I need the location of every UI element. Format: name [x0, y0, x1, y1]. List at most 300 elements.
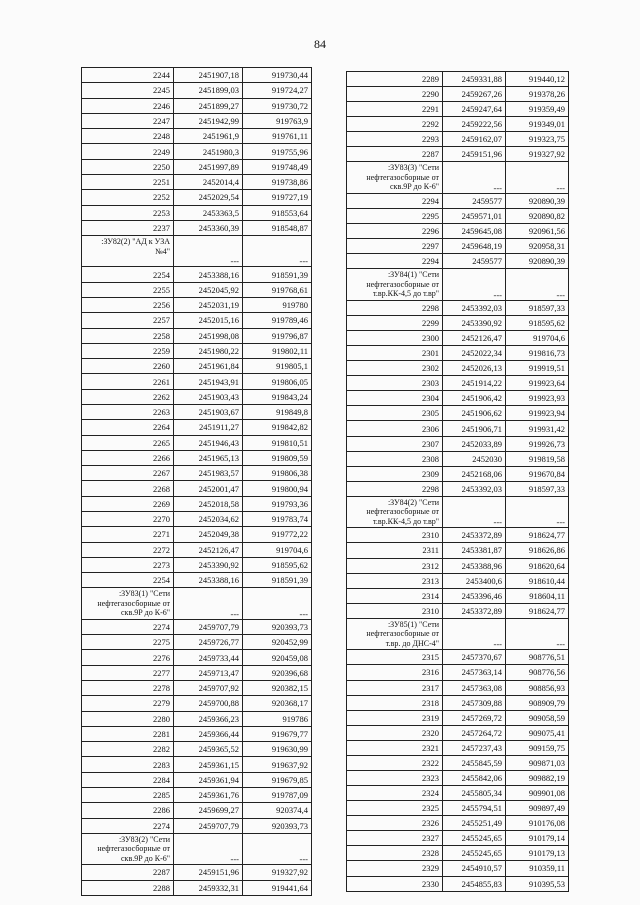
table-row — [82, 726, 312, 741]
x-coordinate-cell: 2451942,99 — [174, 113, 243, 128]
table-row — [82, 68, 312, 83]
table-row — [82, 681, 312, 696]
table-row — [82, 557, 312, 572]
x-coordinate-cell: 2451965,13 — [174, 450, 243, 465]
y-coordinate-cell: --- — [506, 496, 569, 528]
table-row — [347, 481, 569, 496]
y-coordinate-cell: 919796,87 — [243, 328, 312, 343]
point-number-cell: 2307 — [347, 436, 443, 451]
table-row — [82, 665, 312, 680]
point-number-cell: 2289 — [347, 72, 443, 87]
x-coordinate-cell: 2451906,62 — [443, 406, 506, 421]
x-coordinate-cell: 2452015,16 — [174, 313, 243, 328]
x-coordinate-cell: 2459222,56 — [443, 117, 506, 132]
x-coordinate-cell: --- — [443, 162, 506, 194]
section-header-row — [347, 162, 569, 194]
table-row — [82, 450, 312, 465]
x-coordinate-cell: 2455845,59 — [443, 755, 506, 770]
x-coordinate-cell: 2459331,88 — [443, 72, 506, 87]
land-plot-label: :ЗУ85(1) "Сети нефтегазосборные от т.вр. до ДНС-4" — [347, 618, 443, 650]
point-number-cell: 2256 — [82, 298, 174, 313]
y-coordinate-cell: 920890,39 — [506, 254, 569, 269]
y-coordinate-cell: --- — [243, 588, 312, 620]
table-row — [82, 205, 312, 220]
x-coordinate-cell: 2459700,88 — [174, 696, 243, 711]
x-coordinate-cell: 2455251,49 — [443, 816, 506, 831]
table-row — [347, 391, 569, 406]
table-row — [82, 650, 312, 665]
x-coordinate-cell: 2459267,26 — [443, 87, 506, 102]
x-coordinate-cell: 2457237,43 — [443, 740, 506, 755]
y-coordinate-cell: 910359,11 — [506, 861, 569, 876]
x-coordinate-cell: 2453372,89 — [443, 528, 506, 543]
y-coordinate-cell: 920368,17 — [243, 696, 312, 711]
y-coordinate-cell: 920393,73 — [243, 818, 312, 833]
y-coordinate-cell: 919926,73 — [506, 436, 569, 451]
y-coordinate-cell: 919805,1 — [243, 359, 312, 374]
table-row — [347, 209, 569, 224]
point-number-cell: 2262 — [82, 389, 174, 404]
table-row — [347, 588, 569, 603]
point-number-cell: 2294 — [347, 193, 443, 208]
table-row — [82, 818, 312, 833]
point-number-cell: 2317 — [347, 680, 443, 695]
x-coordinate-cell: 2459713,47 — [174, 665, 243, 680]
point-number-cell: 2255 — [82, 282, 174, 297]
y-coordinate-cell: --- — [243, 236, 312, 267]
point-number-cell: 2247 — [82, 113, 174, 128]
x-coordinate-cell: 2455842,06 — [443, 770, 506, 785]
y-coordinate-cell: 920374,4 — [243, 803, 312, 818]
x-coordinate-cell: 2459733,44 — [174, 650, 243, 665]
y-coordinate-cell: 909075,41 — [506, 725, 569, 740]
x-coordinate-cell: 2453363,5 — [174, 205, 243, 220]
table-row — [82, 220, 312, 235]
y-coordinate-cell: 919323,75 — [506, 132, 569, 147]
table-row — [347, 725, 569, 740]
x-coordinate-cell: 2451906,71 — [443, 421, 506, 436]
x-coordinate-cell: --- — [443, 269, 506, 301]
point-number-cell: 2290 — [347, 87, 443, 102]
point-number-cell: 2300 — [347, 331, 443, 346]
x-coordinate-cell: 2459366,44 — [174, 726, 243, 741]
x-coordinate-cell: 2459645,08 — [443, 224, 506, 239]
y-coordinate-cell: 919637,92 — [243, 757, 312, 772]
table-row — [82, 359, 312, 374]
point-number-cell: 2298 — [347, 481, 443, 496]
table-row — [82, 83, 312, 98]
table-row — [82, 772, 312, 787]
x-coordinate-cell: 2451899,27 — [174, 98, 243, 113]
point-number-cell: 2278 — [82, 681, 174, 696]
y-coordinate-cell: 919730,72 — [243, 98, 312, 113]
point-number-cell: 2259 — [82, 343, 174, 358]
y-coordinate-cell: 918624,77 — [506, 528, 569, 543]
table-row — [82, 159, 312, 174]
y-coordinate-cell: 920396,68 — [243, 665, 312, 680]
point-number-cell: 2266 — [82, 450, 174, 465]
point-number-cell: 2294 — [347, 254, 443, 269]
x-coordinate-cell: 2452031,19 — [174, 298, 243, 313]
y-coordinate-cell: 908856,93 — [506, 680, 569, 695]
table-row — [347, 770, 569, 785]
table-row — [82, 313, 312, 328]
point-number-cell: 2288 — [82, 880, 174, 895]
y-coordinate-cell: 919809,59 — [243, 450, 312, 465]
x-coordinate-cell: 2459707,92 — [174, 681, 243, 696]
table-row — [347, 528, 569, 543]
point-number-cell: 2251 — [82, 174, 174, 189]
x-coordinate-cell: 2452026,13 — [443, 361, 506, 376]
point-number-cell: 2284 — [82, 772, 174, 787]
y-coordinate-cell: 920958,31 — [506, 239, 569, 254]
x-coordinate-cell: 2452018,58 — [174, 496, 243, 511]
x-coordinate-cell: 2453392,03 — [443, 300, 506, 315]
y-coordinate-cell: 918595,62 — [506, 315, 569, 330]
point-number-cell: 2320 — [347, 725, 443, 740]
y-coordinate-cell: 919923,64 — [506, 376, 569, 391]
y-coordinate-cell: 920393,73 — [243, 619, 312, 634]
y-coordinate-cell: 919670,84 — [506, 466, 569, 481]
point-number-cell: 2279 — [82, 696, 174, 711]
x-coordinate-cell: 2455245,65 — [443, 846, 506, 861]
x-coordinate-cell: 2459699,27 — [174, 803, 243, 818]
x-coordinate-cell: 2453400,6 — [443, 573, 506, 588]
table-row — [82, 129, 312, 144]
land-plot-label: :ЗУ82(2) "АД к УЗА №4" — [82, 236, 174, 267]
y-coordinate-cell: 918604,11 — [506, 588, 569, 603]
point-number-cell: 2252 — [82, 190, 174, 205]
y-coordinate-cell: 919349,01 — [506, 117, 569, 132]
x-coordinate-cell: 2451906,42 — [443, 391, 506, 406]
table-row — [347, 421, 569, 436]
y-coordinate-cell: 919727,19 — [243, 190, 312, 205]
table-row — [82, 405, 312, 420]
point-number-cell: 2287 — [82, 865, 174, 880]
point-number-cell: 2330 — [347, 876, 443, 891]
point-number-cell: 2280 — [82, 711, 174, 726]
point-number-cell: 2276 — [82, 650, 174, 665]
table-row — [82, 635, 312, 650]
table-row — [82, 267, 312, 282]
x-coordinate-cell: 2457264,72 — [443, 725, 506, 740]
x-coordinate-cell: 2453388,16 — [174, 573, 243, 588]
x-coordinate-cell: 2457370,67 — [443, 650, 506, 665]
y-coordinate-cell: 918610,44 — [506, 573, 569, 588]
y-coordinate-cell: 919763,9 — [243, 113, 312, 128]
x-coordinate-cell: 2459151,96 — [443, 147, 506, 162]
x-coordinate-cell: 2453396,46 — [443, 588, 506, 603]
table-row — [82, 190, 312, 205]
point-number-cell: 2326 — [347, 816, 443, 831]
x-coordinate-cell: 2459162,07 — [443, 132, 506, 147]
table-row — [82, 435, 312, 450]
x-coordinate-cell: 2452168,06 — [443, 466, 506, 481]
table-row — [82, 328, 312, 343]
y-coordinate-cell: 919730,44 — [243, 68, 312, 83]
x-coordinate-cell: 2451907,18 — [174, 68, 243, 83]
x-coordinate-cell: 2459707,79 — [174, 619, 243, 634]
table-row — [347, 117, 569, 132]
y-coordinate-cell: 919748,49 — [243, 159, 312, 174]
point-number-cell: 2277 — [82, 665, 174, 680]
point-number-cell: 2253 — [82, 205, 174, 220]
table-row — [347, 846, 569, 861]
x-coordinate-cell: 2459648,19 — [443, 239, 506, 254]
y-coordinate-cell: 919843,24 — [243, 389, 312, 404]
point-number-cell: 2316 — [347, 665, 443, 680]
table-row — [82, 481, 312, 496]
point-number-cell: 2309 — [347, 466, 443, 481]
table-row — [82, 880, 312, 895]
point-number-cell: 2310 — [347, 603, 443, 618]
y-coordinate-cell: 919806,38 — [243, 466, 312, 481]
point-number-cell: 2283 — [82, 757, 174, 772]
point-number-cell: 2293 — [347, 132, 443, 147]
y-coordinate-cell: 909871,03 — [506, 755, 569, 770]
point-number-cell: 2257 — [82, 313, 174, 328]
point-number-cell: 2260 — [82, 359, 174, 374]
x-coordinate-cell: 2455805,34 — [443, 786, 506, 801]
x-coordinate-cell: 2459577 — [443, 193, 506, 208]
y-coordinate-cell: 919931,42 — [506, 421, 569, 436]
y-coordinate-cell: 919923,94 — [506, 406, 569, 421]
y-coordinate-cell: 920452,99 — [243, 635, 312, 650]
x-coordinate-cell: 2459571,01 — [443, 209, 506, 224]
point-number-cell: 2329 — [347, 861, 443, 876]
point-number-cell: 2244 — [82, 68, 174, 83]
x-coordinate-cell: 2454855,83 — [443, 876, 506, 891]
y-coordinate-cell: --- — [506, 269, 569, 301]
x-coordinate-cell: 2459577 — [443, 254, 506, 269]
y-coordinate-cell: 919327,92 — [243, 865, 312, 880]
point-number-cell: 2302 — [347, 361, 443, 376]
x-coordinate-cell: 2451899,03 — [174, 83, 243, 98]
y-coordinate-cell: 909897,49 — [506, 801, 569, 816]
point-number-cell: 2304 — [347, 391, 443, 406]
point-number-cell: 2269 — [82, 496, 174, 511]
y-coordinate-cell: 918591,39 — [243, 267, 312, 282]
y-coordinate-cell: 910176,08 — [506, 816, 569, 831]
y-coordinate-cell: 919819,58 — [506, 451, 569, 466]
section-header-row — [347, 496, 569, 528]
point-number-cell: 2327 — [347, 831, 443, 846]
x-coordinate-cell: 2459332,31 — [174, 880, 243, 895]
point-number-cell: 2298 — [347, 300, 443, 315]
point-number-cell: 2274 — [82, 619, 174, 634]
point-number-cell: 2306 — [347, 421, 443, 436]
x-coordinate-cell: 2452029,54 — [174, 190, 243, 205]
table-row — [82, 787, 312, 802]
point-number-cell: 2308 — [347, 451, 443, 466]
x-coordinate-cell: 2451980,3 — [174, 144, 243, 159]
point-number-cell: 2292 — [347, 117, 443, 132]
table-row — [82, 696, 312, 711]
section-header-row — [82, 236, 312, 267]
point-number-cell: 2246 — [82, 98, 174, 113]
y-coordinate-cell: 919802,11 — [243, 343, 312, 358]
page-number: 84 — [314, 37, 326, 51]
x-coordinate-cell: 2452126,47 — [174, 542, 243, 557]
point-number-cell: 2263 — [82, 405, 174, 420]
point-number-cell: 2254 — [82, 573, 174, 588]
y-coordinate-cell: 919704,6 — [243, 542, 312, 557]
table-row — [347, 861, 569, 876]
table-row — [347, 300, 569, 315]
section-header-row — [347, 618, 569, 650]
table-row — [347, 72, 569, 87]
x-coordinate-cell: 2453390,92 — [174, 557, 243, 572]
y-coordinate-cell: 919761,11 — [243, 129, 312, 144]
table-row — [82, 619, 312, 634]
table-row — [347, 331, 569, 346]
x-coordinate-cell: 2459361,94 — [174, 772, 243, 787]
y-coordinate-cell: 920890,39 — [506, 193, 569, 208]
y-coordinate-cell: 918624,77 — [506, 603, 569, 618]
table-row — [82, 389, 312, 404]
point-number-cell: 2314 — [347, 588, 443, 603]
x-coordinate-cell: 2451997,89 — [174, 159, 243, 174]
table-row — [82, 542, 312, 557]
y-coordinate-cell: 918591,39 — [243, 573, 312, 588]
section-header-row — [347, 269, 569, 301]
y-coordinate-cell: 919810,51 — [243, 435, 312, 450]
table-row — [82, 511, 312, 526]
table-row — [347, 665, 569, 680]
table-row — [347, 406, 569, 421]
y-coordinate-cell: 918620,64 — [506, 558, 569, 573]
y-coordinate-cell: 918553,64 — [243, 205, 312, 220]
table-row — [347, 710, 569, 725]
point-number-cell: 2295 — [347, 209, 443, 224]
table-row — [347, 87, 569, 102]
table-row — [347, 558, 569, 573]
x-coordinate-cell: 2451903,67 — [174, 405, 243, 420]
table-row — [82, 282, 312, 297]
table-row — [347, 451, 569, 466]
point-number-cell: 2273 — [82, 557, 174, 572]
y-coordinate-cell: --- — [506, 618, 569, 650]
y-coordinate-cell: 919755,96 — [243, 144, 312, 159]
point-number-cell: 2322 — [347, 755, 443, 770]
point-number-cell: 2303 — [347, 376, 443, 391]
land-plot-label: :ЗУ84(1) "Сети нефтегазосборные от т.вр.КК-4,5 до т.вр" — [347, 269, 443, 301]
x-coordinate-cell: 2457363,08 — [443, 680, 506, 695]
table-row — [82, 374, 312, 389]
table-row — [347, 346, 569, 361]
table-row — [347, 573, 569, 588]
table-row — [82, 803, 312, 818]
y-coordinate-cell: 919787,09 — [243, 787, 312, 802]
x-coordinate-cell: 2452033,89 — [443, 436, 506, 451]
y-coordinate-cell: 920961,56 — [506, 224, 569, 239]
x-coordinate-cell: 2451980,22 — [174, 343, 243, 358]
point-number-cell: 2297 — [347, 239, 443, 254]
table-row — [82, 98, 312, 113]
x-coordinate-cell: 2457269,72 — [443, 710, 506, 725]
x-coordinate-cell: 2452126,47 — [443, 331, 506, 346]
x-coordinate-cell: 2451961,9 — [174, 129, 243, 144]
section-header-row — [82, 833, 312, 865]
y-coordinate-cell: 919816,73 — [506, 346, 569, 361]
y-coordinate-cell: 919793,36 — [243, 496, 312, 511]
x-coordinate-cell: --- — [174, 588, 243, 620]
y-coordinate-cell: 919923,93 — [506, 391, 569, 406]
coordinates-table-left — [81, 67, 312, 896]
table-row — [347, 361, 569, 376]
x-coordinate-cell: 2453390,92 — [443, 315, 506, 330]
point-number-cell: 2328 — [347, 846, 443, 861]
x-coordinate-cell: 2452045,92 — [174, 282, 243, 297]
y-coordinate-cell: 918595,62 — [243, 557, 312, 572]
point-number-cell: 2323 — [347, 770, 443, 785]
y-coordinate-cell: 909901,08 — [506, 786, 569, 801]
y-coordinate-cell: 919842,82 — [243, 420, 312, 435]
y-coordinate-cell: 919768,61 — [243, 282, 312, 297]
y-coordinate-cell: 919789,46 — [243, 313, 312, 328]
y-coordinate-cell: 919359,49 — [506, 102, 569, 117]
x-coordinate-cell: 2459247,64 — [443, 102, 506, 117]
point-number-cell: 2305 — [347, 406, 443, 421]
land-plot-label: :ЗУ83(3) "Сети нефтегазосборные от скв.9Р до К-6" — [347, 162, 443, 194]
land-plot-label: :ЗУ83(1) "Сети нефтегазосборные от скв.9Р до К-6" — [82, 588, 174, 620]
point-number-cell: 2291 — [347, 102, 443, 117]
x-coordinate-cell: 2451914,22 — [443, 376, 506, 391]
x-coordinate-cell: 2455245,65 — [443, 831, 506, 846]
point-number-cell: 2267 — [82, 466, 174, 481]
y-coordinate-cell: 919806,05 — [243, 374, 312, 389]
x-coordinate-cell: 2459361,76 — [174, 787, 243, 802]
point-number-cell: 2325 — [347, 801, 443, 816]
x-coordinate-cell: --- — [443, 496, 506, 528]
y-coordinate-cell: --- — [243, 833, 312, 865]
y-coordinate-cell: 919800,94 — [243, 481, 312, 496]
y-coordinate-cell: 919327,92 — [506, 147, 569, 162]
x-coordinate-cell: 2452022,34 — [443, 346, 506, 361]
x-coordinate-cell: 2457309,88 — [443, 695, 506, 710]
x-coordinate-cell: 2451943,91 — [174, 374, 243, 389]
y-coordinate-cell: 918548,87 — [243, 220, 312, 235]
table-row — [82, 711, 312, 726]
point-number-cell: 2270 — [82, 511, 174, 526]
x-coordinate-cell: 2455794,51 — [443, 801, 506, 816]
y-coordinate-cell: 908909,79 — [506, 695, 569, 710]
y-coordinate-cell: 909159,75 — [506, 740, 569, 755]
y-coordinate-cell: 918626,86 — [506, 543, 569, 558]
table-row — [347, 816, 569, 831]
x-coordinate-cell: 2452001,47 — [174, 481, 243, 496]
table-row — [347, 193, 569, 208]
table-row — [347, 603, 569, 618]
y-coordinate-cell: 919772,22 — [243, 527, 312, 542]
x-coordinate-cell: 2459726,77 — [174, 635, 243, 650]
table-row — [347, 254, 569, 269]
y-coordinate-cell: 919738,86 — [243, 174, 312, 189]
point-number-cell: 2258 — [82, 328, 174, 343]
point-number-cell: 2286 — [82, 803, 174, 818]
point-number-cell: 2324 — [347, 786, 443, 801]
table-row — [82, 496, 312, 511]
y-coordinate-cell: 908776,56 — [506, 665, 569, 680]
x-coordinate-cell: 2453372,89 — [443, 603, 506, 618]
table-row — [82, 113, 312, 128]
x-coordinate-cell: 2453360,39 — [174, 220, 243, 235]
x-coordinate-cell: 2459707,79 — [174, 818, 243, 833]
table-row — [82, 144, 312, 159]
y-coordinate-cell: 919440,12 — [506, 72, 569, 87]
y-coordinate-cell: 919441,64 — [243, 880, 312, 895]
point-number-cell: 2254 — [82, 267, 174, 282]
